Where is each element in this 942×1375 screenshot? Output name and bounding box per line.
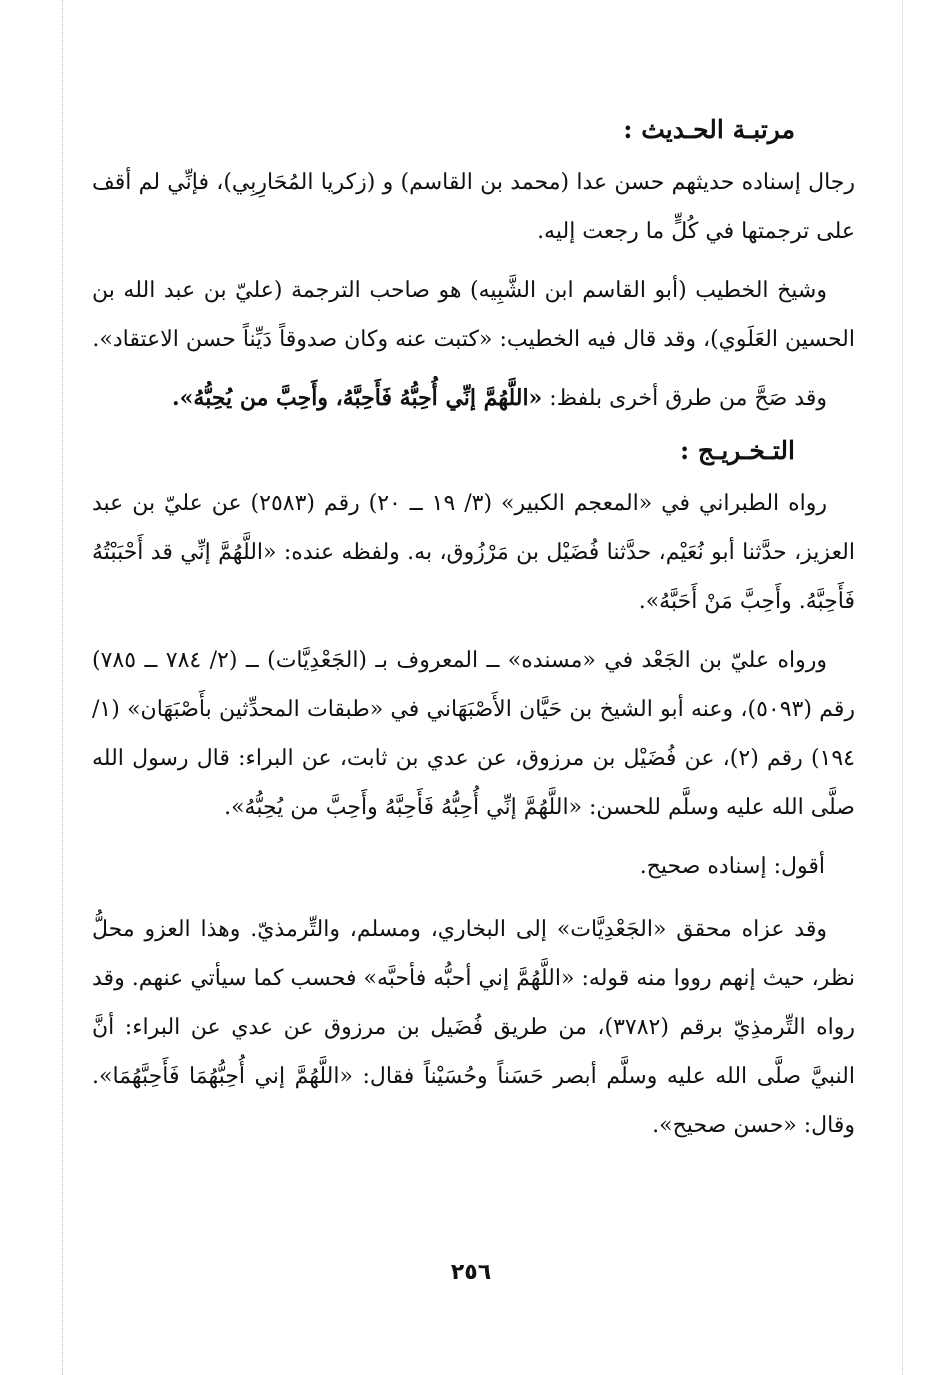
paragraph-narrators: رجال إسناده حديثهم حسن عدا (محمد بن القاسم) و (زكريا المُحَارِبِي)، فإنِّي لم أقف على ترجمتها في كُلٍّ ما رجعت إليه. (92, 170, 855, 244)
section-heading-status: مرتبـة الحـديث : (623, 115, 795, 144)
page-body (92, 112, 855, 1160)
page-number: ٢٥٦ (450, 1260, 492, 1285)
other-routes-text: وقد صَحَّ من طرق أخرى بلفظ: (542, 386, 827, 411)
section-heading-takhrij: التـخـريـج : (679, 436, 795, 465)
paragraph-khatib-shaykh: وشيخ الخطيب (أبو القاسم ابن الشَّبِيه) هو صاحب الترجمة (عليّ بن عبد الله بن الحسين العَلَوي)، وقد قال فيه الخطيب: «كتبت عنه وكان صدوقاً دَيِّناً حسن الاعتقاد». (92, 278, 855, 352)
paragraph-tabarani: رواه الطبراني في «المعجم الكبير» (٣/ ١٩ ــ ٢٠) رقم (٢٥٨٣) عن عليّ بن عبد العزيز، حدَّثنا أبو نُعَيْم، حدَّثنا فُضَيْل بن مَرْزُوق، به. ولفظه عنده: «اللَّهُمَّ إنِّي قد أَحْبَبْتُهُ فَأَحِبَّهُ. وأَحِبَّ مَنْ أَحَبَّهُ». (92, 491, 855, 614)
paragraph-ibn-al-jad: ورواه عليّ بن الجَعْد في «مسنده» ــ المعروف بـ (الجَعْدِيَّات) ــ (٢/ ٧٨٤ ــ ٧٨٥) رقم (٥٠٩٣)، وعنه أبو الشيخ بن حَيَّان الأَصْبَهَاني في «طبقات المحدِّثين بأَصْبَهَان» (١/ ١٩٤) رقم (٢)، عن فُضَيْل بن مرزوق، عن عدي بن ثابت، عن البراء: قال رسول الله صلَّى الله عليه وسلَّم للحسن: «اللَّهُمَّ إنِّي أُحِبُّهُ فَأَحِبَّهُ وأَحِبَّ من يُحِبُّهُ». (92, 648, 856, 820)
scan-margin-line-right (902, 0, 903, 1375)
hadith-quote: «اللَّهُمَّ إنِّي أُحِبُّهُ فَأَحِبَّهُ، وأَحِبَّ من يُحِبُّهُ». (172, 385, 543, 411)
paragraph-attribution: وقد عزاه محقق «الجَعْدِيَّات» إلى البخاري، ومسلم، والتِّرمذيّ. وهذا العزو محلُّ نظر، حيث إنهم رووا منه قوله: «اللَّهُمَّ إني أحبُّه فأحبَّه» فحسب كما سيأتي عنهم. وقد رواه التِّرمذِيّ برقم (٣٧٨٢)، من طريق فُضَيل بن مرزوق عن عدي عن البراء: أنَّ النبيَّ صلَّى الله عليه وسلَّم أبصر حَسَناً وحُسَيْناً فقال: «اللَّهُمَّ إني أُحِبُّهُمَا فَأَحِبَّهُمَا». وقال: «حسن صحيح». (92, 917, 855, 1138)
scan-margin-line-left (62, 0, 63, 1375)
paragraph-other-routes (92, 374, 855, 423)
paragraph-verdict: أقول: إسناده صحيح. (639, 854, 825, 879)
